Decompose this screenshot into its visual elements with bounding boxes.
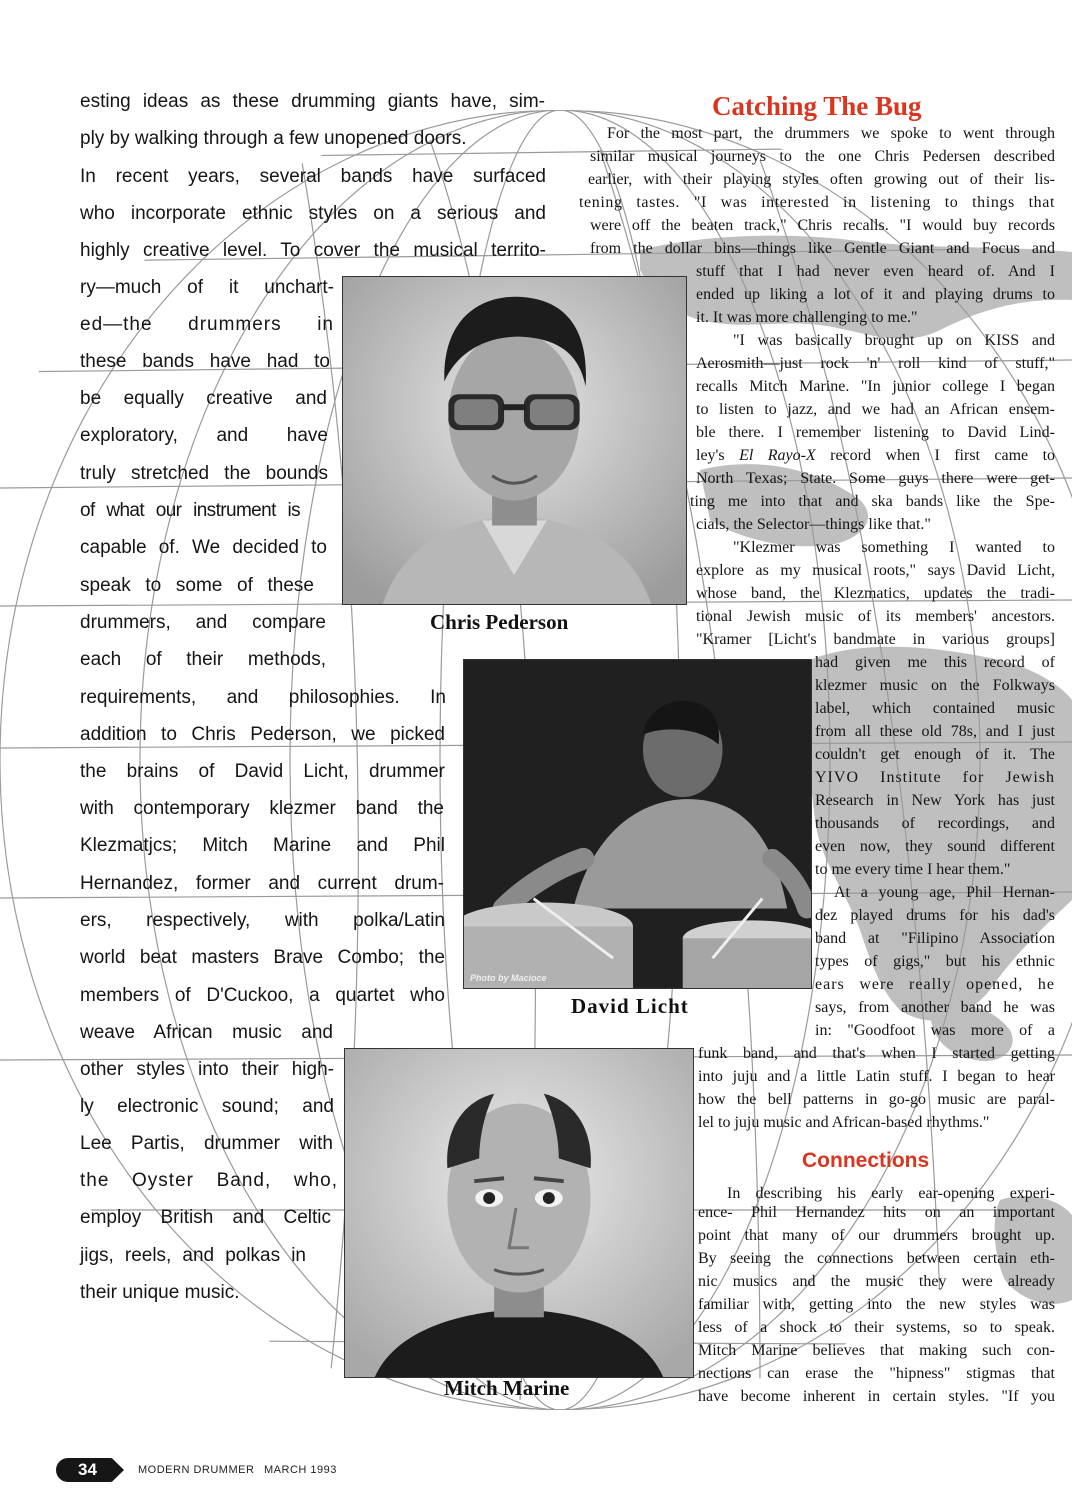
body-line: "Kramer [Licht's bandmate in various groups] [696,631,1055,648]
body-line: esting ideas as these drumming giants have, sim- [80,91,545,112]
body-line: North Texas; State. Some guys there were get- [696,470,1055,487]
body-line: in: "Goodfoot was more of a [815,1022,1055,1039]
body-line: be equally creative and [80,388,327,409]
photo-caption-david: David Licht [571,994,689,1018]
body-line: point that many of our drummers brought up. [698,1227,1055,1244]
body-line: Klezmatjcs; Mitch Marine and Phil [80,835,445,856]
body-line: of what our instrument is [80,500,300,521]
body-line: recalls Mitch Marine. "In junior college I began [696,378,1055,395]
body-line: explore as my musical roots," says David Licht, [696,562,1055,579]
body-line: whose band, the Klezmatics, updates the tradi- [696,585,1055,602]
body-line: the Oyster Band, who, [80,1170,338,1191]
body-line: members of D'Cuckoo, a quartet who [80,985,445,1006]
body-line: highly creative level. To cover the musical territo- [80,240,546,261]
body-line: tening tastes. "I was interested in listening to things that [579,194,1055,211]
body-line: familiar with, getting into the new styles was [698,1296,1055,1313]
body-line: have become inherent in certain styles. "If you [698,1388,1055,1405]
body-line: Hernandez, former and current drum- [80,873,444,894]
issue-date: MARCH 1993 [264,1464,337,1476]
body-line: from all these old 78s, and I just [815,723,1055,740]
body-line: earlier, with their playing styles often growing out of their lis- [588,171,1055,188]
section-heading-connections: Connections [802,1149,930,1172]
body-line: each of their methods, [80,649,326,670]
body-line: requirements, and philosophies. In [80,687,446,708]
body-line: drummers, and compare [80,612,326,633]
album-title: El Rayo-X [739,447,816,464]
body-line: says, from another band he was [815,999,1055,1016]
body-line: world beat masters Brave Combo; the [80,947,445,968]
body-line: their unique music. [80,1282,240,1303]
body-line: ears were really opened, he [815,976,1055,993]
body-line: YIVO Institute for Jewish [815,769,1055,786]
body-line: were off the beaten track," Chris recalls. "I would buy records [590,217,1055,234]
body-line: speak to some of these [80,575,314,596]
photo-credit: Photo by Macioce [470,973,547,983]
body-line: stuff that I had never even heard of. And I [696,263,1055,280]
page-number: 34 [78,1460,97,1479]
body-line: to listen to jazz, and we had an African ensem- [696,401,1055,418]
photo-david-licht [463,659,812,989]
body-line: "I was basically brought up on KISS and [733,332,1055,349]
body-line: label, which contained music [815,700,1055,717]
body-line: Research in New York has just [815,792,1055,809]
body-line: ed—the drummers in [80,314,334,335]
body-line: nic musics and the music they were already [698,1273,1055,1290]
body-line: couldn't get enough of it. The [815,746,1055,763]
body-line: ble there. I remember listening to David Lind- [696,424,1055,441]
body-line: ply by walking through a few unopened doors. [80,128,467,149]
body-line: For the most part, the drummers we spoke to went through [607,125,1055,142]
body-line: ence- Phil Hernandez hits on an important [698,1204,1055,1221]
body-line: had given me this record of [815,654,1055,671]
body-line: less of a shock to their systems, so to speak. [698,1319,1055,1336]
body-line: addition to Chris Pederson, we picked [80,724,445,745]
body-line: ting me into that and ska bands like the Spe- [690,493,1055,510]
magazine-name: MODERN DRUMMER [138,1464,255,1476]
body-line: Aerosmith—just rock 'n' roll kind of stuff," [696,355,1055,372]
body-line: these bands have had to [80,351,330,372]
body-line: lel to juju music and African-based rhythms." [698,1114,990,1131]
photo-caption-chris: Chris Pederson [430,610,569,634]
body-line: dez played drums for his dad's [815,907,1055,924]
body-line: In recent years, several bands have surfaced [80,166,546,187]
body-line: with contemporary klezmer band the [80,798,444,819]
body-line: ers, respectively, with polka/Latin [80,910,445,931]
body-line: how the bell patterns in go-go music are paral- [698,1091,1055,1108]
body-line: the brains of David Licht, drummer [80,761,445,782]
body-line: ry—much of it unchart- [80,277,334,298]
body-line: who incorporate ethnic styles on a serious and [80,203,546,224]
body-line: Lee Partis, drummer with [80,1133,333,1154]
body-line: ended up liking a lot of it and playing drums to [696,286,1055,303]
photo-caption-mitch: Mitch Marine [444,1376,570,1400]
section-heading-catching-the-bug: Catching The Bug [712,91,922,121]
body-line: employ British and Celtic [80,1207,331,1228]
body-line: cials, the Selector—things like that." [696,516,931,533]
body-line: ley's El Rayo-X record when I first came to [696,447,1056,464]
body-line: similar musical journeys to the one Chris Pedersen described [590,148,1055,165]
body-line: In describing his early ear-opening experi- [727,1185,1055,1202]
body-line: jigs, reels, and polkas in [80,1245,306,1266]
body-line: into juju and a little Latin stuff. I began to hear [698,1068,1055,1085]
photo-mitch-marine [344,1048,694,1378]
body-line: from the dollar bins—things like Gentle Giant and Focus and [590,240,1055,257]
body-line: At a young age, Phil Hernan- [834,884,1055,901]
body-line: it. It was more challenging to me." [696,309,918,326]
body-line: truly stretched the bounds [80,463,328,484]
body-line: tional Jewish music of its members' ancestors. [696,608,1055,625]
body-line: ly electronic sound; and [80,1096,334,1117]
body-line: even now, they sound different [815,838,1055,855]
body-line: By seeing the connections between certain eth- [698,1250,1055,1267]
body-line: Mitch Marine believes that making such con- [698,1342,1055,1359]
body-line: to me every time I hear them." [815,861,1011,878]
body-line: nections can erase the "hipness" stigmas that [698,1365,1055,1382]
body-line: thousands of recordings, and [815,815,1055,832]
body-line: weave African music and [80,1022,333,1043]
body-line: types of gigs," but his ethnic [815,953,1055,970]
body-line: funk band, and that's when I started getting [698,1045,1055,1062]
photo-chris-pederson [342,276,687,605]
body-line: capable of. We decided to [80,537,327,558]
body-line: exploratory, and have [80,425,328,446]
body-line: klezmer music on the Folkways [815,677,1055,694]
body-line: "Klezmer was something I wanted to [733,539,1055,556]
body-line: band at "Filipino Association [815,930,1055,947]
body-line: other styles into their high- [80,1059,334,1080]
